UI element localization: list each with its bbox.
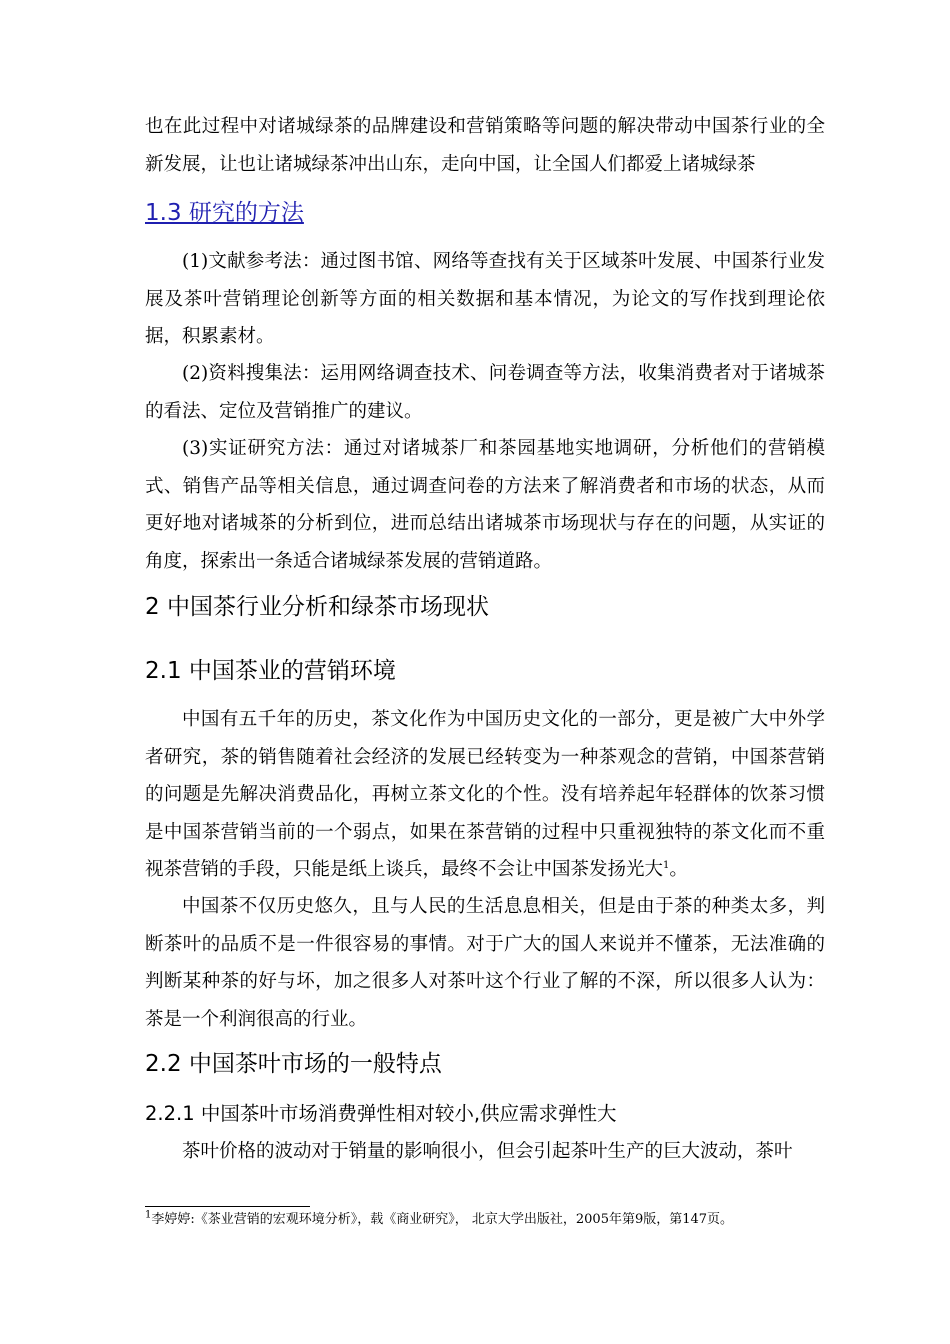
continuation-paragraph: 也在此过程中对诸城绿茶的品牌建设和营销策略等问题的解决带动中国茶行业的全新发展，让也让诸城绿茶冲出山东，走向中国，让全国人们都爱上诸城绿茶 [145,116,825,175]
section-2-2-1-paragraph-1: 茶叶价格的波动对于销量的影响很小，但会引起茶叶生产的巨大波动，茶叶 [182,1141,793,1162]
footnote-reference[interactable]: 1 [663,859,670,871]
footnote-separator [145,1206,310,1207]
section-1-3-heading-link[interactable]: 1.3 研究的方法 [145,200,304,226]
section-2-1-paragraph-1-text: 中国有五千年的历史，茶文化作为中国历史文化的一部分，更是被广大中外学者研究，茶的销售随着社会经济的发展已经转变为一种茶观念的营销，中国茶营销的问题是先解决消费品化，再树立茶文化的个性。没有培养起年轻群体的饮茶习惯是中国茶营销当前的一个弱点，如果在茶营销的过程中只重视独特的茶文化而不重视茶营销的手段，只能是纸上谈兵，最终不会让中国茶发扬光大 [145,709,825,880]
footnote [145,1210,825,1230]
chapter-2-heading: 2 中国茶行业分析和绿茶市场现状 [145,594,489,620]
section-2-1-paragraph-1 [145,701,825,889]
section-2-1-heading: 2.1 中国茶业的营销环境 [145,658,396,684]
footnote-marker: 1 [145,1209,152,1221]
method-3-empirical: (3)实证研究方法：通过对诸城茶厂和茶园基地实地调研，分析他们的营销模式、销售产品等相关信息，通过调查问卷的方法来了解消费者和市场的状态，从而更好地对诸城茶的分析到位，进而总结出诸城茶市场现状与存在的问题，从实证的角度，探索出一条适合诸城绿茶发展的营销道路。 [145,438,825,572]
method-1-literature: (1)文献参考法：通过图书馆、网络等查找有关于区域茶叶发展、中国茶行业发展及茶叶营销理论创新等方面的相关数据和基本情况，为论文的写作找到理论依据，积累素材。 [145,251,825,347]
section-2-1-paragraph-1-end: 。 [669,859,688,880]
section-2-2-1-heading: 2.2.1 中国茶叶市场消费弹性相对较小,供应需求弹性大 [145,1102,617,1125]
section-2-2-heading: 2.2 中国茶叶市场的一般特点 [145,1051,442,1077]
footnote-text: 李婷婷:《茶业营销的宏观环境分析》，载《商业研究》， 北京大学出版社，2005年第9版，第147页。 [151,1212,734,1227]
method-2-data-collection: (2)资料搜集法：运用网络调查技术、问卷调查等方法，收集消费者对于诸城茶的看法、定位及营销推广的建议。 [145,363,825,422]
section-2-1-paragraph-2: 中国茶不仅历史悠久，且与人民的生活息息相关，但是由于茶的种类太多，判断茶叶的品质不是一件很容易的事情。对于广大的国人来说并不懂茶，无法准确的判断某种茶的好与坏，加之很多人对茶叶这个行业了解的不深，所以很多人认为：茶是一个利润很高的行业。 [145,896,825,1030]
